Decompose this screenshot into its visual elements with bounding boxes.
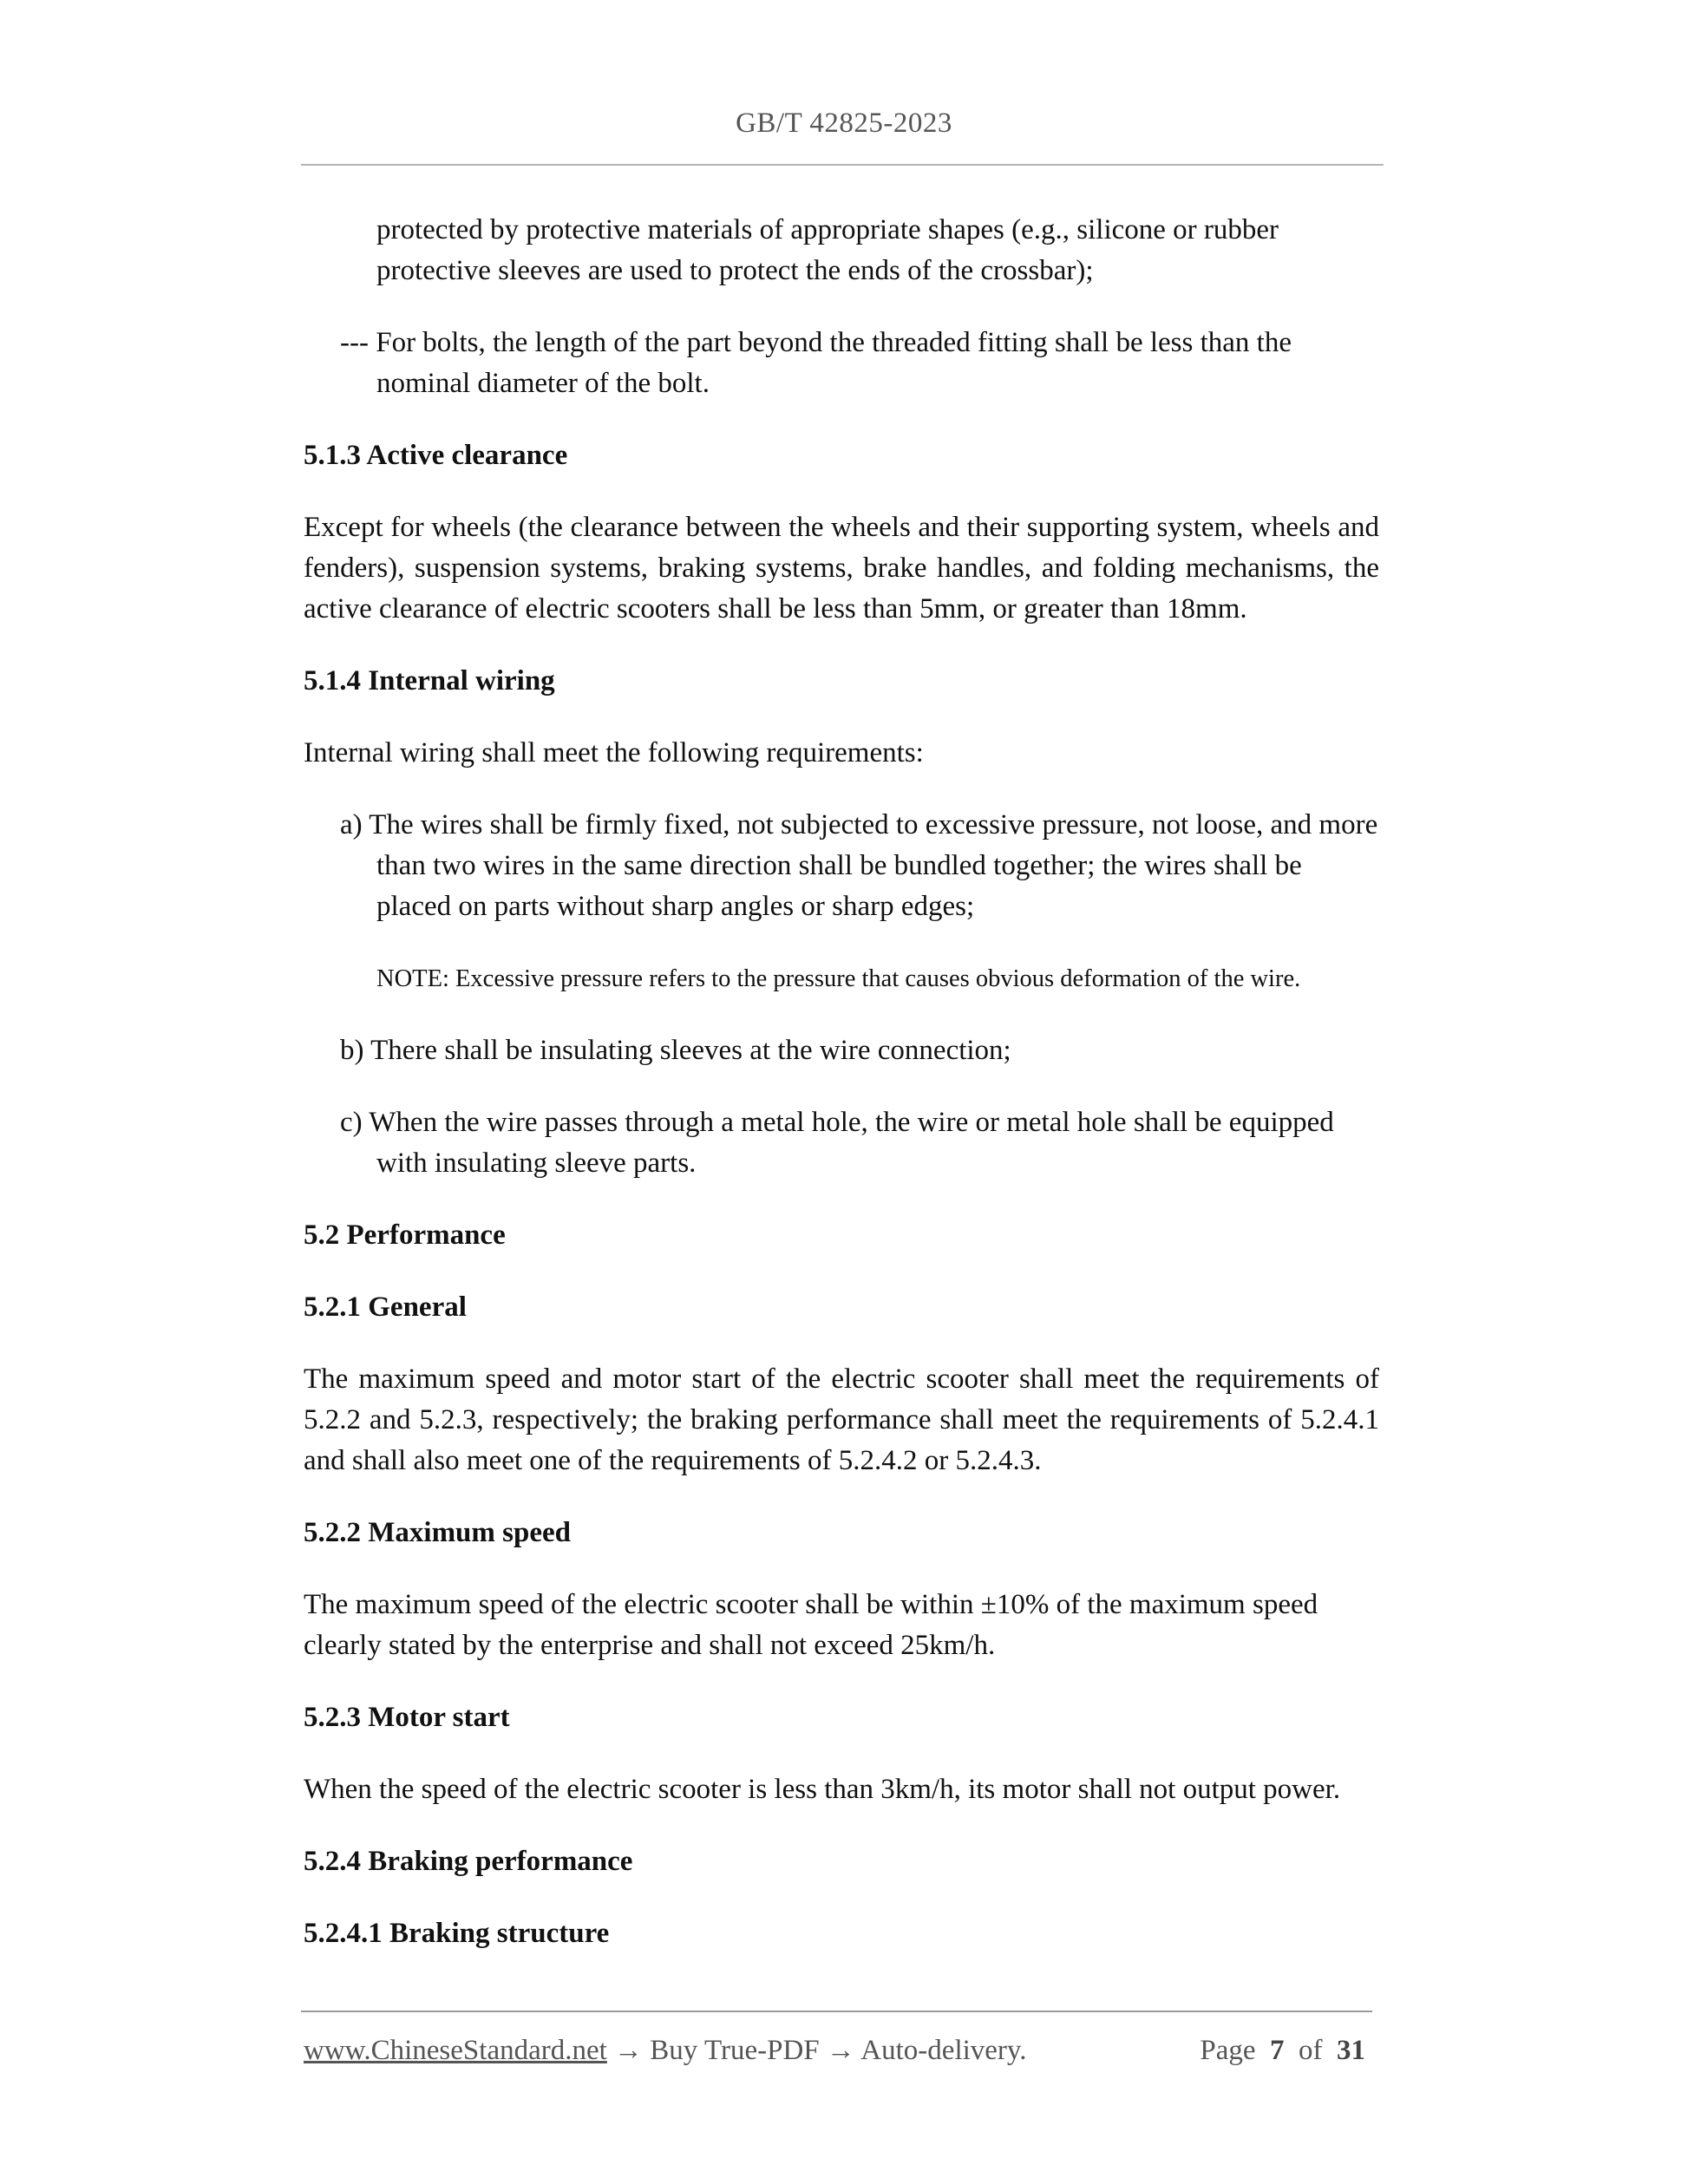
footer-link-text: → Buy True-PDF → Auto-delivery. [606, 2035, 1027, 2066]
section-heading-5-2-4: 5.2.4 Braking performance [304, 1846, 633, 1877]
document-body [304, 210, 1379, 1985]
page-label: Page [1200, 2035, 1256, 2066]
list-item-a: a) The wires shall be firmly fixed, not subjected to excessive pressure, not loose, and more than two wires in the same direction shall be bundled together; the wires shall be placed on parts without sharp angles or sharp edges; [340, 809, 1378, 922]
page-footer [304, 2031, 1371, 2070]
page-current: 7 [1270, 2035, 1285, 2066]
paragraph-motor-start: When the speed of the electric scooter is less than 3km/h, its motor shall not output power. [304, 1774, 1341, 1805]
section-heading-5-2: 5.2 Performance [304, 1220, 506, 1251]
paragraph-active-clearance: Except for wheels (the clearance between the wheels and their supporting system, wheels and fenders), suspension systems, braking systems, brake handles, and folding mechanisms, the active clearance of electric scooters shall be less than 5mm, or greater than 18mm. [304, 512, 1379, 624]
list-item-c: c) When the wire passes through a metal hole, the wire or metal hole shall be equipped with insulating sleeve parts. [340, 1107, 1334, 1179]
section-heading-5-2-2: 5.2.2 Maximum speed [304, 1517, 571, 1548]
page-total: 31 [1337, 2035, 1365, 2066]
list-item-bolts: --- For bolts, the length of the part beyond the threaded fitting shall be less than the nominal diameter of the bolt. [340, 327, 1292, 399]
page-number [1200, 2031, 1365, 2070]
section-heading-5-1-4: 5.1.4 Internal wiring [304, 665, 555, 696]
section-heading-5-1-3: 5.1.3 Active clearance [304, 440, 568, 471]
list-item-b: b) There shall be insulating sleeves at the wire connection; [340, 1035, 1011, 1066]
section-heading-5-2-4-1: 5.2.4.1 Braking structure [304, 1918, 610, 1949]
footer-divider [301, 2011, 1372, 2012]
list-item-continuation: protected by protective materials of appropriate shapes (e.g., silicone or rubber protective sleeves are used to protect the ends of the crossbar); [376, 214, 1279, 286]
footer-site-link[interactable]: www.ChineseStandard.net [304, 2035, 607, 2066]
of-label: of [1299, 2035, 1323, 2066]
paragraph-maximum-speed: The maximum speed of the electric scooter shall be within ±10% of the maximum speed clearly stated by the enterprise and shall not exceed 25km/h. [304, 1589, 1318, 1661]
document-header-title: GB/T 42825-2023 [736, 108, 952, 139]
section-heading-5-2-3: 5.2.3 Motor start [304, 1702, 510, 1733]
section-heading-5-2-1: 5.2.1 General [304, 1291, 467, 1323]
header-divider [301, 164, 1384, 166]
footer-promo [304, 2031, 1027, 2070]
note-excessive-pressure: NOTE: Excessive pressure refers to the pressure that causes obvious deformation of the wire. [376, 965, 1301, 992]
paragraph-general: The maximum speed and motor start of the electric scooter shall meet the requirements of 5.2.2 and 5.2.3, respectively; the braking performance shall meet the requirements of 5.2.4.1 and shall also meet one of the requirements of 5.2.4.2 or 5.2.4.3. [304, 1363, 1379, 1476]
paragraph-internal-wiring-intro: Internal wiring shall meet the following requirements: [304, 737, 924, 768]
